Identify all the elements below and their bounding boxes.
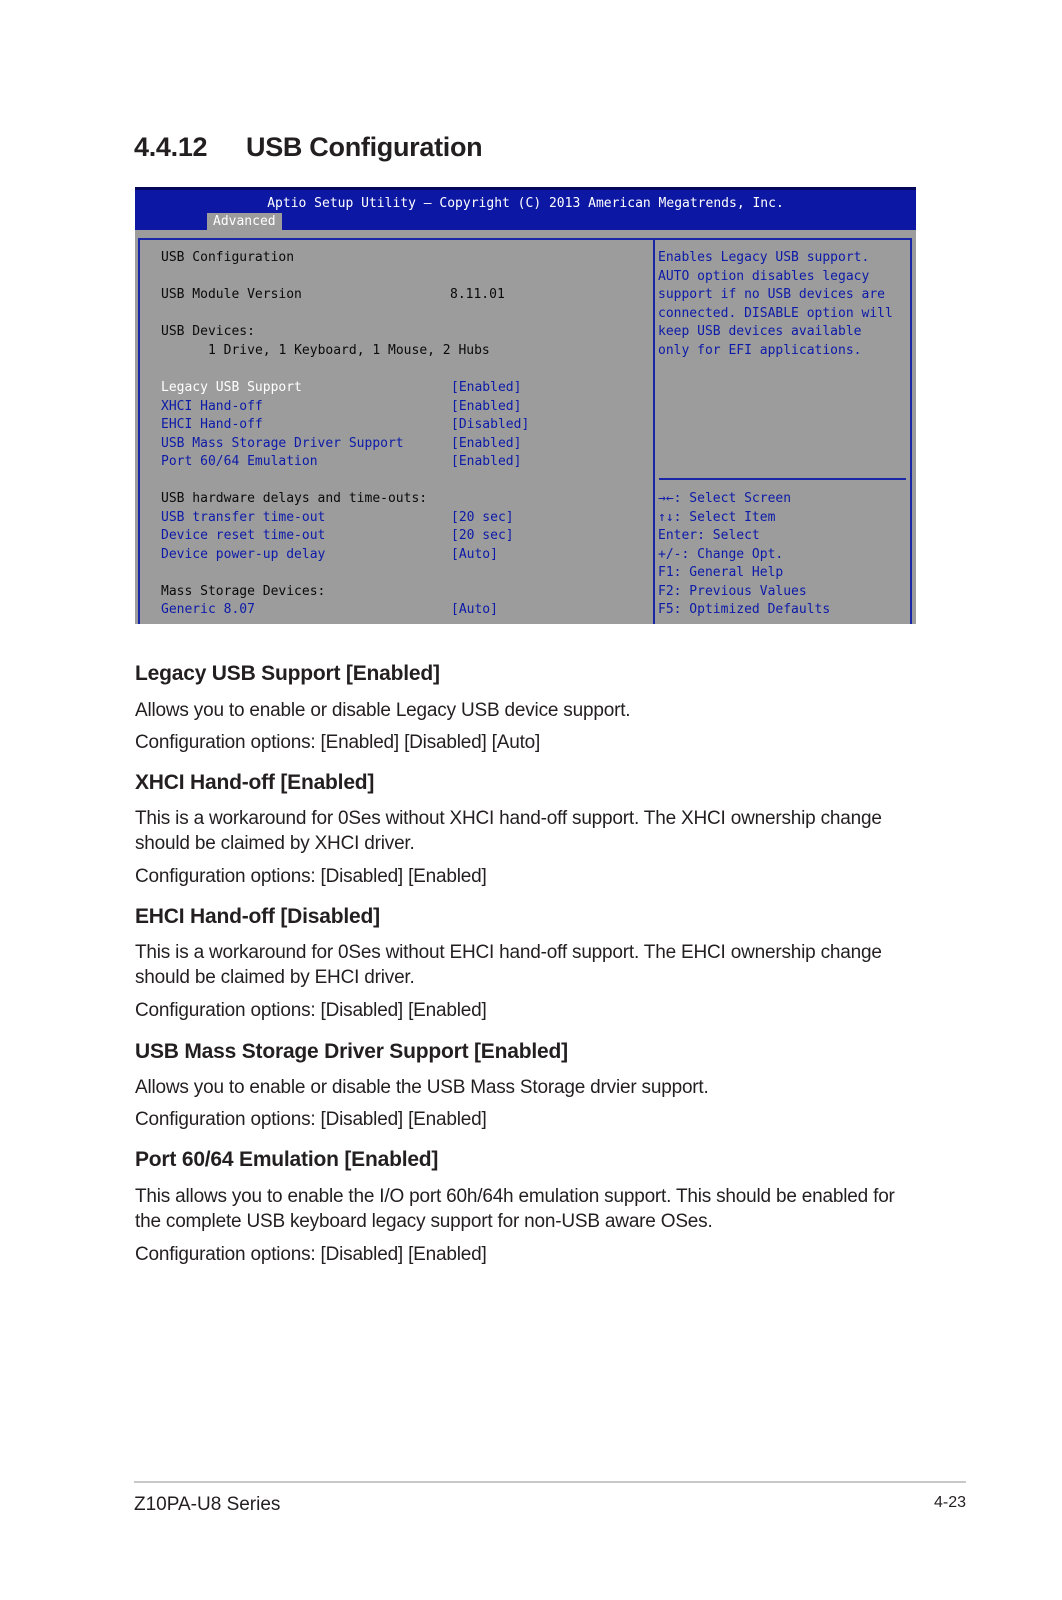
bios-option-ehci[interactable]: EHCI Hand-off <box>161 417 263 432</box>
bios-key-optimized-defaults: F5: Optimized Defaults <box>658 602 831 617</box>
bios-screenshot <box>135 187 916 624</box>
bios-help-line: only for EFI applications. <box>658 343 862 358</box>
bios-value-reset-timeout[interactable]: [20 sec] <box>451 528 514 543</box>
item-options-xhci: Configuration options: [Disabled] [Enabled] <box>135 866 487 887</box>
bios-value-xhci[interactable]: [Enabled] <box>451 399 522 414</box>
bios-value-transfer-timeout[interactable]: [20 sec] <box>451 510 514 525</box>
bios-key-general-help: F1: General Help <box>658 565 784 580</box>
bios-key-select-item: ↑↓: Select Item <box>658 510 776 525</box>
bios-module-version-value: 8.11.01 <box>450 287 505 302</box>
section-number: 4.4.12 <box>134 132 208 162</box>
bios-value-mass-storage-driver[interactable]: [Enabled] <box>451 436 522 451</box>
bios-help-line: Enables Legacy USB support. <box>658 250 870 265</box>
bios-title-bar <box>135 187 916 230</box>
bios-heading: USB Configuration <box>161 250 295 265</box>
section-title: USB Configuration <box>246 132 483 162</box>
bios-option-xhci[interactable]: XHCI Hand-off <box>161 399 263 414</box>
footer-series: Z10PA-U8 Series <box>134 1494 281 1515</box>
item-description-xhci: This is a workaround for 0Ses without XHCI hand-off support. The XHCI ownership change should be claimed by XHCI driver. <box>135 808 882 854</box>
bios-help-line: support if no USB devices are <box>658 287 885 302</box>
bios-devices-value: 1 Drive, 1 Keyboard, 1 Mouse, 2 Hubs <box>208 343 490 358</box>
bios-value-legacy-usb[interactable]: [Enabled] <box>451 380 522 395</box>
bios-key-change-opt: +/-: Change Opt. <box>658 547 784 562</box>
footer-page-number: 4-23 <box>933 1494 966 1511</box>
bios-option-port-emulation[interactable]: Port 60/64 Emulation <box>161 454 318 469</box>
bios-mass-storage-label: Mass Storage Devices: <box>161 584 326 599</box>
bios-option-powerup-delay[interactable]: Device power-up delay <box>161 547 326 562</box>
bios-value-powerup-delay[interactable]: [Auto] <box>451 547 498 562</box>
bios-tab-advanced[interactable]: Advanced <box>207 213 282 230</box>
bios-option-generic-device[interactable]: Generic 8.07 <box>161 602 255 617</box>
bios-option-mass-storage-driver[interactable]: USB Mass Storage Driver Support <box>161 436 404 451</box>
item-options-port-emulation: Configuration options: [Disabled] [Enabled] <box>135 1244 487 1265</box>
bios-title: Aptio Setup Utility – Copyright (C) 2013 American Megatrends, Inc. <box>267 196 784 211</box>
bios-value-port-emulation[interactable]: [Enabled] <box>451 454 522 469</box>
item-title-xhci: XHCI Hand-off [Enabled] <box>135 771 375 794</box>
bios-help-divider <box>659 478 906 480</box>
bios-option-reset-timeout[interactable]: Device reset time-out <box>161 528 326 543</box>
bios-help-line: AUTO option disables legacy <box>658 269 870 284</box>
item-title-legacy-usb: Legacy USB Support [Enabled] <box>135 662 440 685</box>
bios-key-enter: Enter: Select <box>658 528 760 543</box>
bios-help-panel <box>653 238 912 624</box>
section-heading <box>134 132 482 163</box>
item-options-legacy-usb: Configuration options: [Enabled] [Disabled] [Auto] <box>135 732 541 753</box>
footer-divider <box>134 1481 966 1483</box>
bios-value-generic-device[interactable]: [Auto] <box>451 602 498 617</box>
item-options-ehci: Configuration options: [Disabled] [Enabled] <box>135 1000 487 1021</box>
bios-key-select-screen: →←: Select Screen <box>658 491 792 506</box>
bios-key-previous-values: F2: Previous Values <box>658 584 807 599</box>
bios-help-line: keep USB devices available <box>658 324 862 339</box>
item-title-ehci: EHCI Hand-off [Disabled] <box>135 905 380 928</box>
bios-delays-label: USB hardware delays and time-outs: <box>161 491 428 506</box>
item-title-mass-storage: USB Mass Storage Driver Support [Enabled] <box>135 1040 568 1063</box>
bios-settings-panel <box>138 238 653 624</box>
bios-value-ehci[interactable]: [Disabled] <box>451 417 530 432</box>
item-description-mass-storage: Allows you to enable or disable the USB Mass Storage drvier support. <box>135 1077 709 1098</box>
bios-devices-label: USB Devices: <box>161 324 255 339</box>
item-description-legacy-usb: Allows you to enable or disable Legacy USB device support. <box>135 700 631 721</box>
item-options-mass-storage: Configuration options: [Disabled] [Enabled] <box>135 1109 487 1130</box>
bios-module-version-label: USB Module Version <box>161 287 302 302</box>
item-description-port-emulation: This allows you to enable the I/O port 60h/64h emulation support. This should be enabled for the complete USB keyboard legacy support for non-USB aware OSes. <box>135 1186 895 1232</box>
bios-option-legacy-usb[interactable]: Legacy USB Support <box>161 380 302 395</box>
item-title-port-emulation: Port 60/64 Emulation [Enabled] <box>135 1148 439 1171</box>
item-description-ehci: This is a workaround for 0Ses without EHCI hand-off support. The EHCI ownership change should be claimed by EHCI driver. <box>135 942 882 988</box>
bios-option-transfer-timeout[interactable]: USB transfer time-out <box>161 510 326 525</box>
bios-help-line: connected. DISABLE option will <box>658 306 893 321</box>
